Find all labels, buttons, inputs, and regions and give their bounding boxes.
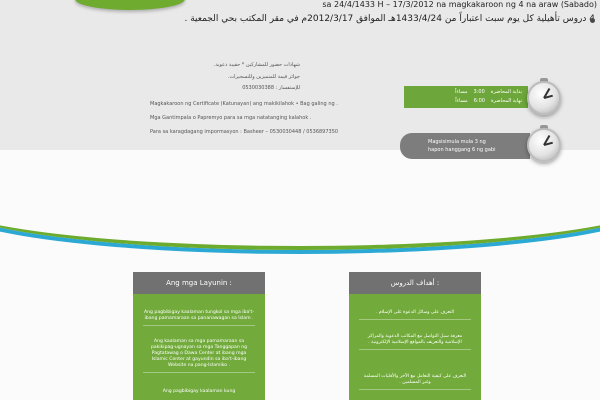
objective-item: معرفة سبل التواصل مع المكاتب الدعوية والمراكز الإسلامية والتعريف بالمواقع الإسلامية الإلكترونية . bbox=[359, 334, 471, 350]
objectives-panel-filipino bbox=[133, 272, 265, 400]
note-prizes-fil: Mga Gantimpala o Papremyo para sa mga natatanging kalahok . bbox=[150, 115, 312, 121]
stopwatch-icon bbox=[527, 81, 561, 115]
stopwatch-icon bbox=[527, 128, 561, 162]
date-line-arabic: دروس تأهيلية كل يوم سبت اعتباراً من 1433/4/24هـ الموافق 2012/3/17م في مقر المكتب بحي الجمعية . bbox=[184, 14, 587, 24]
start-label: بداية المحاضرة bbox=[490, 89, 522, 95]
info-line-2: hapon hanggang 6 ng gabi bbox=[428, 147, 496, 153]
schedule-start-row bbox=[410, 88, 522, 97]
bullet-icon bbox=[590, 18, 595, 23]
start-time: 3:00 bbox=[473, 89, 485, 95]
note-contact-fil: Para sa karagdagang impormasyon : Basheer – 0530030448 / 0536897350 bbox=[150, 129, 339, 135]
objectives-body-filipino bbox=[133, 294, 265, 400]
objective-item: Ang kaalaman sa mga pamamaraan sa pakikipag-ugnayan sa mga Tanggapan ng Pagtatawag o Dawa Center at ibang mga Islamic Center at gayundin sa iba't-ibang Website na pang-Islamiko . bbox=[143, 339, 255, 373]
note-certificate-fil: Magkakaroon ng Certificate (Katunayan) ang makikilahok • Bag galing ng . bbox=[150, 101, 338, 107]
note-certificate-ar: شهادات حضور للمشاركين * حقيبة دعوية. bbox=[213, 62, 300, 68]
info-line-1: Magsisimula mula 3 ng bbox=[428, 139, 486, 145]
note-prizes-ar: جوائز قيمة للمتميزين وللتسجيرات. bbox=[227, 74, 300, 80]
green-blue-swoosh bbox=[0, 150, 600, 250]
objective-item: التعرف على وسائل الدعوة على الإسلام . bbox=[359, 310, 471, 320]
end-time: 6:00 bbox=[473, 98, 485, 104]
objectives-body-arabic bbox=[349, 294, 481, 400]
note-inquiry-ar: للإستفسار : 0530030388 bbox=[242, 85, 300, 91]
end-label: نهاية المحاضرة bbox=[490, 98, 522, 104]
objective-item: Ang pagbibigay kaalaman tungkol sa mga iba't-ibang pamamaraan sa pananawagan sa Islam . bbox=[143, 310, 255, 326]
schedule-end-row bbox=[410, 97, 522, 106]
schedule-bar bbox=[404, 86, 528, 108]
objective-item: التعرف على كيفية التعامل مع الآخر والأقليات المسلمة وغير المسلمين . bbox=[359, 374, 471, 390]
objectives-title-arabic: أهداف الدروس : bbox=[349, 272, 481, 294]
objectives-title-filipino: Ang mga Layunin : bbox=[133, 272, 265, 294]
schedule-info-bar bbox=[400, 133, 530, 159]
objective-item: Ang pagbibigay kaalaman kung bbox=[162, 389, 236, 394]
date-line-filipino: (sa 24/4/1433 H – 17/3/2012 na magkakaroon ng 4 na araw (Sabado bbox=[322, 0, 597, 9]
start-suffix: مساءاً bbox=[455, 89, 468, 95]
end-suffix: مساءاً bbox=[455, 98, 468, 104]
objectives-panel-arabic bbox=[349, 272, 481, 400]
